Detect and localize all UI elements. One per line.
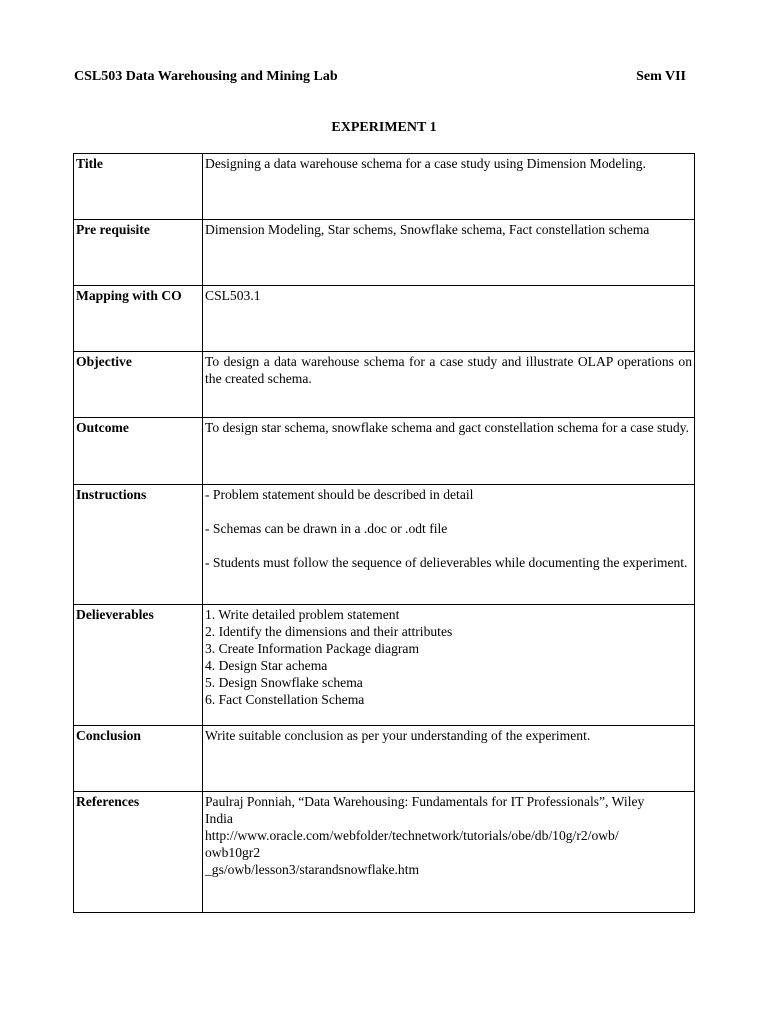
table-row-prerequisite <box>74 220 695 286</box>
deliverable-item: 2. Identify the dimensions and their attributes <box>205 624 453 639</box>
reference-place: India <box>205 811 233 826</box>
row-label-outcome: Outcome <box>74 418 203 485</box>
reference-url-line: http://www.oracle.com/webfolder/technetwork/tutorials/obe/db/10g/r2/owb/ <box>205 828 619 843</box>
row-label-title: Title <box>74 154 203 220</box>
row-value-references <box>203 792 695 913</box>
table-row-outcome <box>74 418 695 485</box>
row-value-prerequisite: Dimension Modeling, Star schems, Snowflake schema, Fact constellation schema <box>203 220 695 286</box>
table-row-conclusion <box>74 726 695 792</box>
instruction-item: - Schemas can be drawn in a .doc or .odt file <box>205 521 448 536</box>
deliverable-item: 1. Write detailed problem statement <box>205 607 400 622</box>
deliverable-item: 3. Create Information Package diagram <box>205 641 420 656</box>
row-label-instructions: Instructions <box>74 485 203 605</box>
row-label-deliverables: Delieverables <box>74 605 203 726</box>
row-label-prerequisite: Pre requisite <box>74 220 203 286</box>
table-row-title <box>74 154 695 220</box>
table-row-deliverables <box>74 605 695 726</box>
table-row-instructions <box>74 485 695 605</box>
semester-label: Sem VII <box>636 69 686 84</box>
reference-url-line: owb10gr2 <box>205 845 261 860</box>
row-value-deliverables <box>203 605 695 726</box>
deliverable-item: 6. Fact Constellation Schema <box>205 692 365 707</box>
course-title: CSL503 Data Warehousing and Mining Lab <box>74 69 338 84</box>
deliverable-item: 4. Design Star achema <box>205 658 328 673</box>
row-label-conclusion: Conclusion <box>74 726 203 792</box>
instruction-item: - Students must follow the sequence of delieverables while documenting the experiment. <box>205 555 688 570</box>
reference-book: Paulraj Ponniah, “Data Warehousing: Fundamentals for IT Professionals”, Wiley <box>205 794 645 809</box>
row-value-title: Designing a data warehouse schema for a case study using Dimension Modeling. <box>203 154 695 220</box>
reference-url-line: _gs/owb/lesson3/starandsnowflake.htm <box>205 862 420 877</box>
experiment-heading: EXPERIMENT 1 <box>331 120 437 135</box>
row-label-references: References <box>74 792 203 913</box>
row-value-mapping: CSL503.1 <box>203 286 695 352</box>
row-label-objective: Objective <box>74 352 203 418</box>
row-value-objective: To design a data warehouse schema for a case study and illustrate OLAP operations on the created schema. <box>203 352 695 418</box>
deliverable-item: 5. Design Snowflake schema <box>205 675 363 690</box>
table-row-mapping <box>74 286 695 352</box>
row-value-outcome: To design star schema, snowflake schema and gact constellation schema for a case study. <box>203 418 695 485</box>
row-label-mapping: Mapping with CO <box>74 286 203 352</box>
row-value-instructions <box>203 485 695 605</box>
table-row-objective <box>74 352 695 418</box>
row-value-conclusion: Write suitable conclusion as per your understanding of the experiment. <box>203 726 695 792</box>
experiment-info-table <box>73 153 695 913</box>
table-row-references <box>74 792 695 913</box>
instruction-item: - Problem statement should be described in detail <box>205 487 474 502</box>
